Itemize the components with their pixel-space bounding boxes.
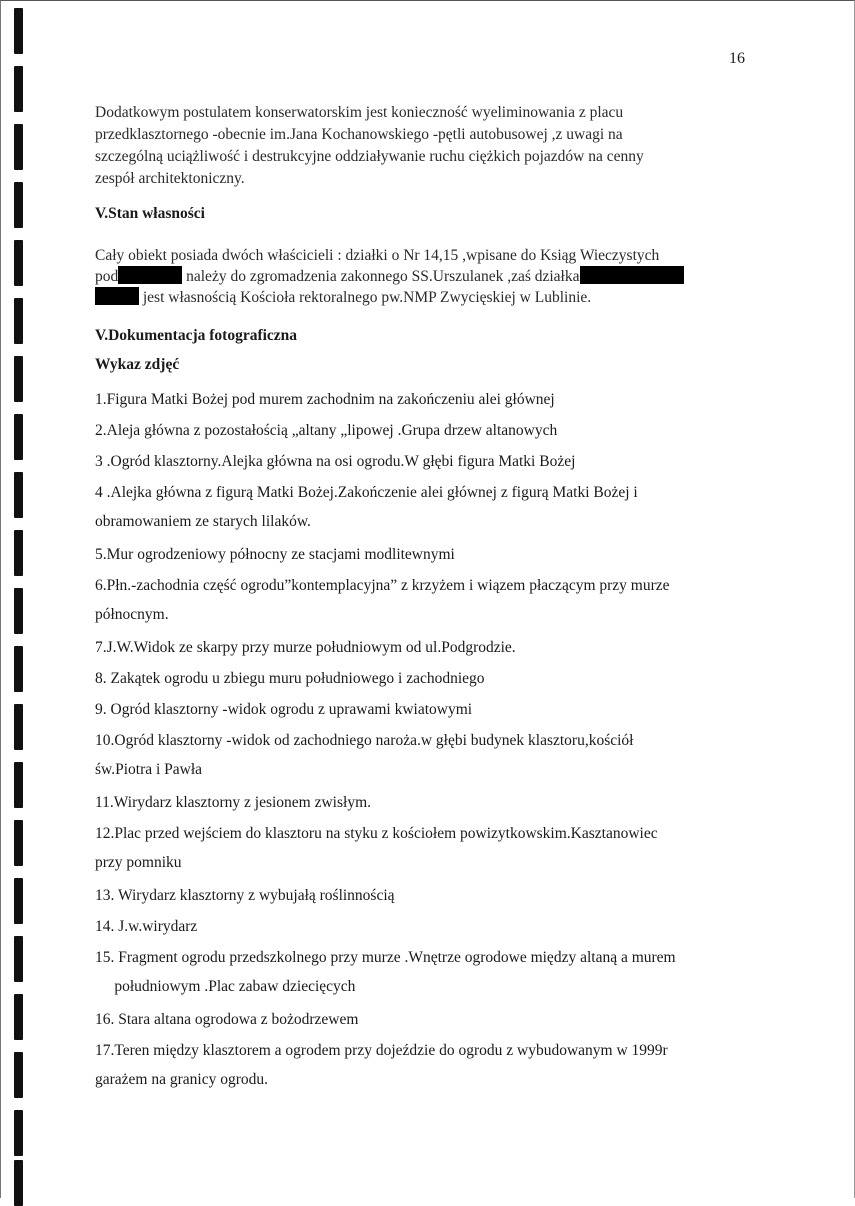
photo-item-text: 3 .Ogród klasztorny.Alejka główna na osi ogrodu.W głębi figura Matki Bożej xyxy=(95,453,576,470)
binder-hole xyxy=(14,704,23,750)
photo-list-item xyxy=(95,633,775,662)
photo-item-text: 14. J.w.wirydarz xyxy=(95,918,198,935)
binder-hole xyxy=(14,820,23,866)
text-fragment: jest własnością Kościoła rektoralnego pw.NMP Zwycięskiej w Lublinie. xyxy=(139,289,592,306)
binder-hole xyxy=(14,124,23,170)
binder-hole xyxy=(14,1052,23,1098)
photo-item-text: 12.Plac przed wejściem do klasztoru na styku z kościołem powizytkowskim.Kasztanowiec xyxy=(95,825,658,842)
photo-list-item xyxy=(95,943,775,1001)
photo-item-continuation: obramowaniem ze starych lilaków. xyxy=(95,513,311,530)
text-line: Cały obiekt posiada dwóch właścicieli : działki o Nr 14,15 ,wpisane do Ksiąg Wieczystych xyxy=(95,247,660,264)
binder-hole xyxy=(14,8,23,54)
photo-list-item xyxy=(95,912,775,941)
photo-item-continuation: św.Piotra i Pawła xyxy=(95,761,203,778)
text-line: przedklasztornego -obecnie im.Jana Kochanowskiego -pętli autobusowej ,z uwagi na xyxy=(95,126,623,143)
text-line: zespół architektoniczny. xyxy=(95,170,245,187)
binder-hole xyxy=(14,646,23,692)
text-fragment: należy do zgromadzenia zakonnego SS.Urszulanek ,zaś działka xyxy=(182,268,580,285)
binder-hole xyxy=(14,356,23,402)
photo-item-text: 4 .Alejka główna z figurą Matki Bożej.Zakończenie alei głównej z figurą Matki Bożej i xyxy=(95,484,638,501)
photo-list-item xyxy=(95,819,775,877)
photo-list-item xyxy=(95,416,775,445)
photo-item-text: 1.Figura Matki Bożej pod murem zachodnim na zakończeniu alei głównej xyxy=(95,391,555,408)
photo-item-text: 2.Aleja główna z pozostałością „altany „lipowej .Grupa drzew altanowych xyxy=(95,422,558,439)
binder-hole xyxy=(14,298,23,344)
photo-item-continuation: południowym .Plac zabaw dziecięcych xyxy=(95,978,356,995)
photo-list-item xyxy=(95,726,775,784)
photo-list-item xyxy=(95,447,775,476)
photo-list-subheading: Wykaz zdjęć xyxy=(95,356,180,373)
binder-hole xyxy=(14,1160,23,1206)
text-line xyxy=(95,266,775,287)
binder-hole xyxy=(14,414,23,460)
binder-hole xyxy=(14,1110,23,1156)
binder-hole xyxy=(14,240,23,286)
binder-hole xyxy=(14,994,23,1040)
photo-item-text: 13. Wirydarz klasztorny z wybujałą roślinnością xyxy=(95,887,395,904)
photo-item-continuation: garażem na granicy ogrodu. xyxy=(95,1071,269,1088)
photo-item-text: 5.Mur ogrodzeniowy północny ze stacjami modlitewnymi xyxy=(95,546,455,563)
photo-item-text: 15. Fragment ogrodu przedszkolnego przy murze .Wnętrze ogrodowe między altaną a murem xyxy=(95,949,676,966)
photo-item-continuation: przy pomniku xyxy=(95,854,182,871)
photo-list-item xyxy=(95,540,775,569)
ownership-paragraph xyxy=(95,245,775,308)
photo-list-item xyxy=(95,788,775,817)
redaction-block xyxy=(580,266,684,284)
page-number: 16 xyxy=(729,50,745,67)
photo-item-text: 17.Teren między klasztorem a ogrodem przy dojeździe do ogrodu z wybudowanym w 1999r xyxy=(95,1042,668,1059)
binder-hole xyxy=(14,182,23,228)
photo-list-item xyxy=(95,1036,775,1094)
binder-hole xyxy=(14,936,23,982)
photo-item-text: 10.Ogród klasztorny -widok od zachodniego naroża.w głębi budynek klasztoru,kościół xyxy=(95,732,634,749)
binder-hole xyxy=(14,878,23,924)
photo-list-item xyxy=(95,478,775,536)
photo-list-item xyxy=(95,881,775,910)
photo-list-item xyxy=(95,1005,775,1034)
text-line xyxy=(95,287,775,308)
binder-hole xyxy=(14,66,23,112)
binder-hole xyxy=(14,588,23,634)
photo-item-text: 16. Stara altana ogrodowa z bożodrzewem xyxy=(95,1011,359,1028)
redaction-block xyxy=(95,287,139,305)
text-line: Dodatkowym postulatem konserwatorskim jest konieczność wyeliminowania z placu xyxy=(95,104,624,121)
section-heading-photo: V.Dokumentacja fotograficzna xyxy=(95,327,298,344)
intro-paragraph xyxy=(95,102,755,190)
binder-hole xyxy=(14,472,23,518)
photo-item-text: 11.Wirydarz klasztorny z jesionem zwisłym. xyxy=(95,794,372,811)
photo-item-text: 8. Zakątek ogrodu u zbiegu muru południowego i zachodniego xyxy=(95,670,485,687)
photo-item-text: 9. Ogród klasztorny -widok ogrodu z uprawami kwiatowymi xyxy=(95,701,473,718)
photo-item-continuation: północnym. xyxy=(95,606,169,623)
binder-hole xyxy=(14,530,23,576)
section-heading-ownership: V.Stan własności xyxy=(95,205,205,222)
binder-hole xyxy=(14,762,23,808)
photo-list-item xyxy=(95,571,775,629)
text-line: szczególną uciążliwość i destrukcyjne oddziaływanie ruchu ciężkich pojazdów na cenny xyxy=(95,148,644,165)
photo-list-item xyxy=(95,664,775,693)
text-fragment: pod xyxy=(95,268,119,285)
photo-item-text: 6.Płn.-zachodnia część ogrodu”kontemplacyjna” z krzyżem i wiązem płaczącym przy murze xyxy=(95,577,670,594)
photo-list-item xyxy=(95,695,775,724)
photo-list-item xyxy=(95,385,775,414)
photo-item-text: 7.J.W.Widok ze skarpy przy murze południowym od ul.Podgrodzie. xyxy=(95,639,516,656)
redaction-block xyxy=(118,266,182,284)
